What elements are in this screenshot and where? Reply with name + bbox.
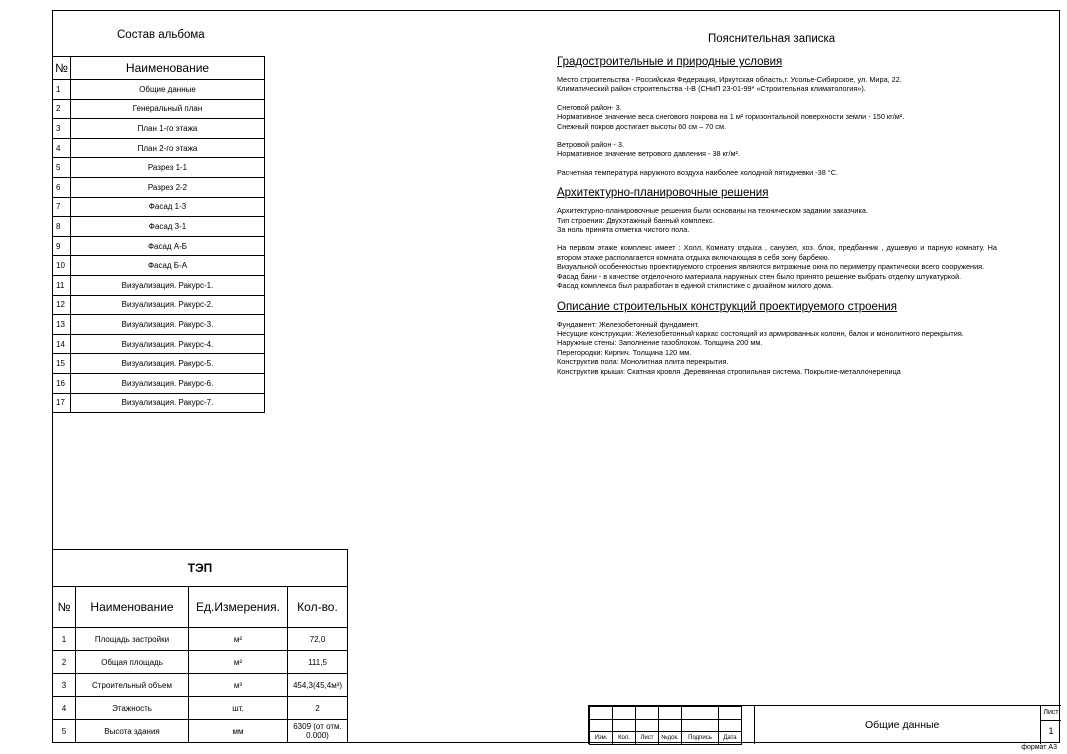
note-paragraph: Фасад комплекса был разработан в единой стилистике с дизайном жилого дома.: [557, 281, 834, 291]
album-row: [53, 295, 265, 315]
tep-row-qty: 454,3(45,4м³): [288, 674, 348, 697]
tep-title: ТЭП: [53, 550, 348, 587]
tep-row: [53, 697, 348, 720]
tep-row-qty: 111,5: [288, 651, 348, 674]
album-row: [53, 99, 265, 119]
stamp-col-date: Дата: [719, 732, 742, 745]
tep-row-num: 4: [53, 697, 76, 720]
album-row-name: Общие данные: [71, 80, 265, 100]
tep-row-unit: шт.: [189, 697, 288, 720]
tep-header-qty: Кол-во.: [288, 587, 348, 628]
tep-header-name: Наименование: [76, 587, 189, 628]
album-row: [53, 119, 265, 139]
album-row-name: Фасад 3-1: [71, 217, 265, 237]
album-row-num: 11: [53, 275, 71, 295]
album-row: [53, 315, 265, 335]
note-line: Ветровой район - 3.: [557, 140, 624, 150]
album-row-num: 4: [53, 138, 71, 158]
sheet-label: Лист: [1041, 706, 1061, 721]
note-line: Место строительства - Российская Федерация, Иркутская область,г. Усолье-Сибирское, ул. Мира, 22.: [557, 75, 902, 84]
album-row-num: 9: [53, 236, 71, 256]
album-row-num: 3: [53, 119, 71, 139]
album-row-num: 16: [53, 373, 71, 393]
note-line: Конструктив крыши: Скатная кровля .Деревянная стропильная система. Покрытие-металлочерепица: [557, 366, 901, 376]
explanatory-note: [557, 55, 997, 376]
section-heading: Архитектурно-планировочные решения: [557, 187, 769, 200]
tep-header-num: №: [53, 587, 76, 628]
album-row-name: Разрез 1-1: [71, 158, 265, 178]
tep-row: [53, 674, 348, 697]
album-row-name: Визуализация. Ракурс-5.: [71, 354, 265, 374]
album-row-num: 17: [53, 393, 71, 413]
note-line: Снеговой район- 3.: [557, 102, 622, 112]
tep-row-num: 2: [53, 651, 76, 674]
stamp-col-docnum: №док.: [659, 732, 682, 745]
tep-table: [52, 549, 348, 743]
album-row-num: 7: [53, 197, 71, 217]
note-line: Расчетная температура наружного воздуха наиболее холодной пятидневки -38 °С.: [557, 167, 838, 177]
album-row: [53, 138, 265, 158]
tep-row-num: 1: [53, 628, 76, 651]
note-line: Архитектурно-планировочные решения были основаны на техническом задании заказчика.: [557, 206, 868, 216]
album-row-name: Генеральный план: [71, 99, 265, 119]
tep-row-num: 3: [53, 674, 76, 697]
album-row: [53, 236, 265, 256]
note-line: Конструктив пола: Монолитная плита перекрытия.: [557, 357, 729, 367]
note-paragraph: Фасад бани - в качестве отделочного материала наружных стен было принято решение выбрать отделку штукатуркой.: [557, 271, 962, 281]
tep-row: [53, 628, 348, 651]
album-row: [53, 197, 265, 217]
note-paragraph: На первом этаже комплекс имеет : Холл, Комнату отдыха , санузел, хоз. блок, предбанник , душевую и парную комнату. На втором этаже располагается комната отдыха включающая в себя зону барбекю.: [557, 243, 997, 262]
title-block: [588, 705, 1061, 744]
note-line: Фундамент: Железобетонный фундамент.: [557, 319, 700, 329]
tep-row-num: 5: [53, 720, 76, 743]
tep-row-name: Строительный объем: [76, 674, 189, 697]
note-paragraph: Визуальной особенностью проектируемого строения являются витражные окна по периметру практически всего сооружения.: [557, 262, 985, 272]
album-row-num: 1: [53, 80, 71, 100]
stamp-col-qty: Кол.: [613, 732, 636, 745]
tep-row-unit: м²: [189, 628, 288, 651]
tep-row-unit: мм: [189, 720, 288, 743]
tep-row-qty: 6309 (от отм. 0.000): [288, 720, 348, 743]
tep-row-name: Площадь застройки: [76, 628, 189, 651]
document-title-cell: [754, 706, 1042, 744]
stamp-col-change: Изм.: [590, 732, 613, 745]
notes-title: Пояснительная записка: [708, 33, 836, 45]
tep-header-unit: Ед.Измерения.: [189, 587, 288, 628]
note-line: Снежный покров достигает высоты 60 см – 70 см.: [557, 121, 727, 131]
album-row-num: 8: [53, 217, 71, 237]
section-heading: Градостроительные и природные условия: [557, 56, 783, 68]
album-row-num: 14: [53, 334, 71, 354]
album-row-name: План 2-го этажа: [71, 138, 265, 158]
note-line: Наружные стены: Заполнение газоблоком. Толщина 200 мм.: [557, 338, 763, 348]
album-header-num: №: [53, 57, 71, 80]
format-label: формат А3: [1021, 744, 1057, 751]
album-row-num: 6: [53, 177, 71, 197]
tep-row-name: Этажность: [76, 697, 189, 720]
album-row: [53, 334, 265, 354]
album-row: [53, 354, 265, 374]
sheet-number: 1: [1048, 726, 1054, 736]
tep-row-unit: м²: [189, 651, 288, 674]
album-row-name: Визуализация. Ракурс-1.: [71, 275, 265, 295]
document-title: Общие данные: [865, 719, 940, 731]
album-row-name: Фасад А-Б: [71, 236, 265, 256]
album-row-num: 5: [53, 158, 71, 178]
album-title: Состав альбома: [117, 29, 205, 41]
stamp-col-sheet: Лист: [636, 732, 659, 745]
note-line: За ноль принята отметка чистого пола.: [557, 225, 690, 235]
album-row-num: 15: [53, 354, 71, 374]
album-row-name: Фасад Б-А: [71, 256, 265, 276]
album-row: [53, 217, 265, 237]
tep-row: [53, 720, 348, 743]
sheet-cell: [1040, 706, 1061, 744]
album-row-name: Визуализация. Ракурс-4.: [71, 334, 265, 354]
album-row-num: 10: [53, 256, 71, 276]
revision-grid: [589, 706, 742, 745]
album-row-name: План 1-го этажа: [71, 119, 265, 139]
tep-row-qty: 2: [288, 697, 348, 720]
album-row-num: 13: [53, 315, 71, 335]
album-row-name: Разрез 2-2: [71, 177, 265, 197]
album-row-name: Фасад 1-3: [71, 197, 265, 217]
stamp-col-signature: Подпись: [682, 732, 719, 745]
section-heading: Описание строительных конструкций проектируемого строения: [557, 300, 897, 313]
note-line: Несущие конструкции: Железобетонный каркас состоящий из армированных колонн, балок и монолитного перекрытия.: [557, 328, 964, 338]
note-line: Нормативное значение ветрового давления - 38 кг/м².: [557, 149, 740, 159]
tep-row-unit: м³: [189, 674, 288, 697]
tep-row-name: Общая площадь: [76, 651, 189, 674]
album-row: [53, 256, 265, 276]
album-row: [53, 80, 265, 100]
note-line: Перегородки: Кирпич. Толщина 120 мм.: [557, 347, 692, 357]
note-line: Тип строения: Двухэтажный банный комплекс.: [557, 215, 715, 225]
album-row: [53, 177, 265, 197]
album-header-name: Наименование: [71, 57, 265, 80]
album-row: [53, 393, 265, 413]
note-line: Нормативное значение веса снегового покрова на 1 м² горизонтальной поверхности земли - 150 кг/м².: [557, 112, 905, 122]
album-row-num: 12: [53, 295, 71, 315]
tep-row-name: Высота здания: [76, 720, 189, 743]
album-row-name: Визуализация. Ракурс-7.: [71, 393, 265, 413]
note-line: Климатический район строительства -I-В (СНиП 23-01-99* «Строительная климатология»).: [557, 84, 866, 94]
album-row: [53, 158, 265, 178]
album-row: [53, 373, 265, 393]
album-row-name: Визуализация. Ракурс-3.: [71, 315, 265, 335]
album-table: [52, 56, 265, 413]
album-row: [53, 275, 265, 295]
album-row-name: Визуализация. Ракурс-6.: [71, 373, 265, 393]
tep-row: [53, 651, 348, 674]
tep-row-qty: 72,0: [288, 628, 348, 651]
album-row-name: Визуализация. Ракурс-2.: [71, 295, 265, 315]
album-row-num: 2: [53, 99, 71, 119]
